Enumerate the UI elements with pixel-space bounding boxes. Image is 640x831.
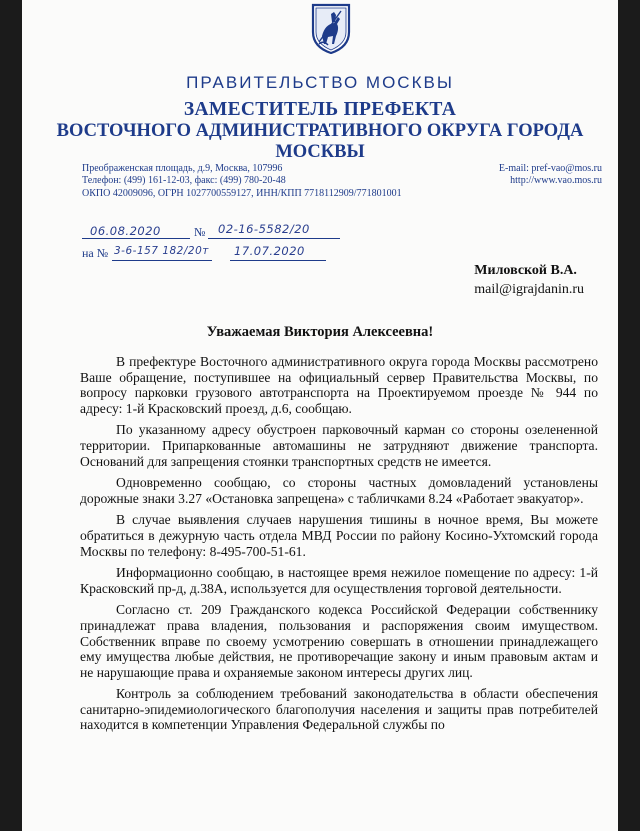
website-link[interactable]: http://www.vao.mos.ru [510, 175, 602, 187]
body-paragraph: По указанному адресу обустроен парковочный карман со стороны озелененной территории. Припаркованные автомашины не затрудняют движение транспорта. Оснований для запрещения стоянки транспортных средств не имеется. [80, 422, 598, 469]
recipient-email: mail@igrajdanin.ru [474, 282, 584, 297]
body-paragraph: Информационно сообщаю, в настоящее время нежилое помещение по адресу: 1-й Красковский пр-д, д.38А, используется для осуществления торговой деятельности. [80, 565, 598, 596]
number-underline [208, 238, 340, 239]
recipient-name: Миловской В.А. [474, 263, 577, 278]
registry-codes-line: ОКПО 42009096, ОГРН 1027700559127, ИНН/КПП 7718112909/771801001 [82, 187, 402, 199]
reference-number: 3-6-157 182/20т [114, 245, 209, 257]
reference-label: на № [82, 246, 109, 260]
body-paragraph: Согласно ст. 209 Гражданского кодекса Российской Федерации собственнику принадлежат права владения, пользования и распоряжения своим имуществом. Собственник вправе по своему усмотрению совершать в отношении принадлежащего ему имущества любые действия, не противоречащие закону и иным правовым актам и не нарушающие права и охраняемые законом интересы других лиц. [80, 602, 598, 680]
letter-body [80, 354, 598, 739]
outgoing-date: 06.08.2020 [90, 224, 161, 238]
body-paragraph: В префектуре Восточного административного округа города Москвы рассмотрено Ваше обращение, поступившее на официальный сервер Правительства Москвы, по вопросу парковки грузового автотранспорта на Проектируемом проезде № 944 по адресу: 1-й Красковский проезд, д.6, сообщаю. [80, 354, 598, 416]
email-link[interactable]: E-mail: pref-vao@mos.ru [498, 163, 602, 174]
reference-date-underline [230, 260, 326, 261]
address-line: Преображенская площадь, д.9, Москва, 107996 [82, 163, 283, 174]
letter-page [22, 0, 618, 831]
recipient-block [474, 261, 584, 299]
sender-address-block [82, 163, 402, 200]
moscow-coat-of-arms-icon [310, 2, 352, 54]
district-title: ВОСТОЧНОГО АДМИНИСТРАТИВНОГО ОКРУГА ГОРОДА МОСКВЫ [56, 121, 584, 162]
reference-underline [112, 260, 212, 261]
department-title: ЗАМЕСТИТЕЛЬ ПРЕФЕКТА [183, 99, 457, 120]
date-underline [82, 238, 190, 239]
outgoing-number: 02-16-5582/20 [218, 222, 310, 236]
government-title: ПРАВИТЕЛЬСТВО МОСКВЫ [186, 73, 454, 92]
body-paragraph: Одновременно сообщаю, со стороны частных домовладений установлены дорожные знаки 3.27 «Остановка запрещена» с табличками 8.24 «Работает эвакуатор». [80, 475, 598, 506]
body-paragraph: В случае выявления случаев нарушения тишины в ночное время, Вы можете обратиться в дежурную часть отдела МВД России по району Косино-Ухтомский города Москвы по телефону: 8-495-700-51-61. [80, 512, 598, 559]
sender-contacts [499, 163, 602, 188]
salutation: Уважаемая Виктория Алексеевна! [206, 324, 434, 340]
number-label: № [194, 225, 206, 239]
reference-date: 17.07.2020 [234, 244, 305, 258]
phone-line: Телефон: (499) 161-12-03, факс: (499) 780-20-48 [82, 175, 286, 187]
body-paragraph: Контроль за соблюдением требований законодательства в области обеспечения санитарно-эпидемиологического благополучия населения и защиты прав потребителей находится в компетенции Управления Федеральной службы по [80, 686, 598, 733]
